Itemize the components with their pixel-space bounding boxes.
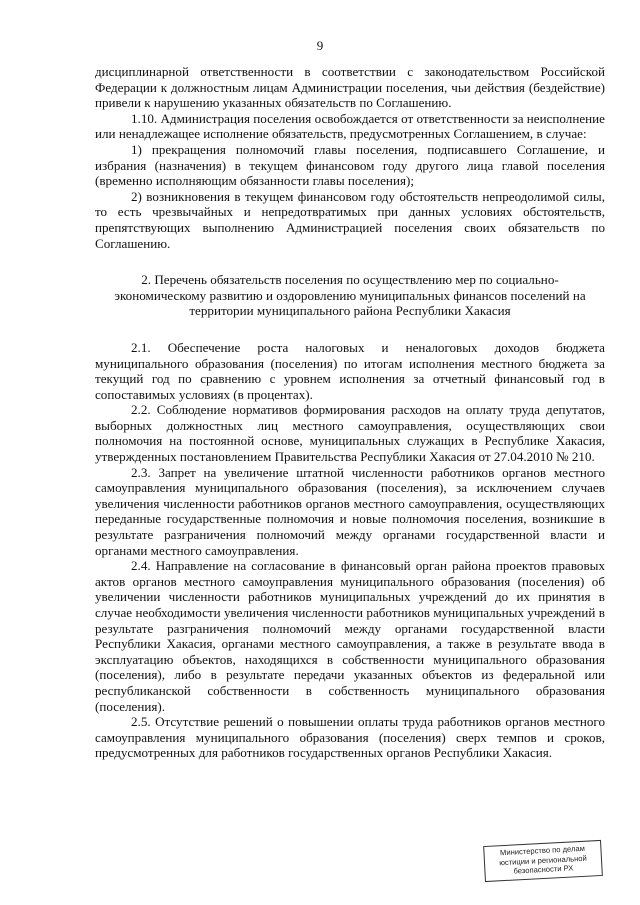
paragraph: 2) возникновения в текущем финансовом году обстоятельств непреодолимой силы, то есть чрезвычайных и непредотвратимых при данных условиях обстоятельств, препятствующих выполнению Администрацией поселения своих обязательств по Соглашению.: [95, 188, 605, 251]
paragraph: 1) прекращения полномочий главы поселения, подписавшего Соглашение, и избрания (назначения) в текущем финансовом году другого лица главой поселения (временно исполняющим обязанности главы поселения);: [95, 141, 605, 189]
ministry-stamp: [483, 840, 603, 882]
paragraph-group-bottom: [95, 340, 605, 761]
stamp-line: безопасности РХ: [513, 863, 574, 876]
paragraph: 2.4. Направление на согласование в финансовый орган района проектов правовых актов органов местного самоуправления муниципального образования (поселения) об увеличении численности работников муниципальных учреждений до их принятия в случае необходимости увеличения численности работников муниципальных учреждений в результате разграничения полномочий между органами государственной власти Республики Хакасия, органами местного самоуправления, а также в результате ввода в эксплуатацию объектов, находящихся в собственности муниципального образования (поселения), либо в результате передачи указанных объектов из федеральной или республиканской собственности в собственность муниципального образования (поселения).: [95, 558, 605, 714]
paragraph: дисциплинарной ответственности в соответствии с законодательством Российской Федерации к должностным лицам Администрации поселения, чьи действия (бездействие) привели к нарушению указанных обязательств по Соглашению.: [95, 64, 605, 111]
paragraph: 2.5. Отсутствие решений о повышении оплаты труда работников органов местного самоуправления муниципального образования (поселения) сверх темпов и сроков, предусмотренных для работников государственных органов Республики Хакасия.: [95, 714, 605, 761]
stamp-line: Министерство по делам: [499, 843, 586, 858]
paragraph: 2.3. Запрет на увеличение штатной численности работников органов местного самоуправления муниципального образования (поселения), за исключением случаев увеличения численности работников органов местного самоуправления, осуществляющих переданные государственные полномочия и новые полномочия поселения, возникшие в результате разграничения полномочий между органами государственной власти и органами местного самоуправления.: [95, 464, 605, 558]
section-heading: 2. Перечень обязательств поселения по осуществлению мер по социально-экономическому развитию и оздоровлению муниципальных финансов поселений на территории муниципального района Республики Хакасия: [114, 272, 586, 319]
page-number: 9: [316, 38, 324, 53]
paragraph: 2.1. Обеспечение роста налоговых и неналоговых доходов бюджета муниципального образования (поселения) по итогам исполнения местного бюджета за текущий год по сравнению с уровнем исполнения за отчетный финансовый год в сопоставимых условиях (в процентах).: [95, 339, 605, 402]
paragraph-group-top: [95, 64, 605, 251]
document-body: [95, 64, 605, 761]
paragraph: 1.10. Администрация поселения освобождается от ответственности за неисполнение или ненадлежащее исполнение обязательств, предусмотренных Соглашением, в случае:: [95, 110, 605, 142]
paragraph: 2.2. Соблюдение нормативов формирования расходов на оплату труда депутатов, выборных должностных лиц местного самоуправления, осуществляющих свои полномочия на постоянной основе, муниципальных служащих в Республике Хакасия, утвержденных постановлением Правительства Республики Хакасия от 27.04.2010 № 210.: [95, 402, 605, 465]
stamp-line: юстиции и региональной: [498, 853, 587, 867]
